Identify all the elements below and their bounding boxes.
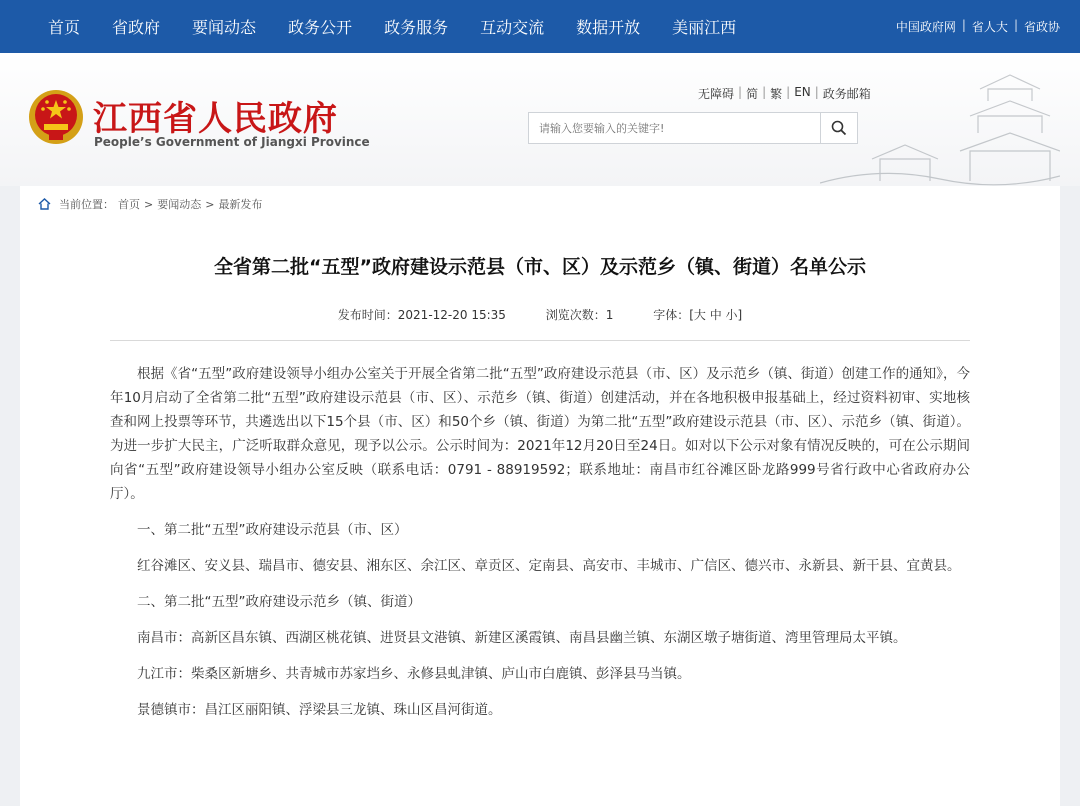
nav-item-home[interactable]: 首页 [48,18,81,37]
font-size-selector[interactable]: 字体：[大 中 小] [653,308,743,322]
breadcrumb-separator: > [144,197,154,211]
nav-item-beautiful-jiangxi[interactable]: 美丽江西 [672,18,737,37]
article-paragraph: 景德镇市：昌江区丽阳镇、浮梁县三龙镇、珠山区昌河街道。 [137,702,502,718]
link-gov-mail[interactable]: 政务邮箱 [822,87,871,101]
section-heading: 二、第二批“五型”政府建设示范乡（镇、街道） [137,594,421,610]
breadcrumb-home[interactable]: 首页 [118,198,140,211]
link-provincial-cppcc[interactable]: 省政协 [1023,20,1060,34]
separator: | [738,85,743,99]
top-nav [0,0,1080,53]
national-emblem-icon[interactable] [27,88,85,146]
nav-item-interaction[interactable]: 互动交流 [480,18,545,37]
article-body [110,362,970,734]
breadcrumb-separator: > [205,197,215,211]
nav-item-news[interactable]: 要闻动态 [192,18,257,37]
separator: | [762,85,767,99]
breadcrumb-label: 当前位置： [59,198,114,211]
section-heading: 一、第二批“五型”政府建设示范县（市、区） [137,522,408,538]
link-accessibility[interactable]: 无障碍 [698,87,735,101]
separator: | [814,85,819,99]
nav-items [36,15,748,38]
nav-item-provincial-gov[interactable]: 省政府 [112,18,161,37]
separator: | [1013,18,1018,32]
site-subtitle: People’s Government of Jiangxi Province [94,135,370,149]
breadcrumb-latest[interactable]: 最新发布 [218,198,263,211]
breadcrumb-news[interactable]: 要闻动态 [157,198,202,211]
site-header [0,53,1080,186]
link-simplified[interactable]: 简 [746,87,759,101]
divider [110,340,970,341]
separator: | [786,85,791,99]
link-english[interactable]: EN [794,85,811,99]
separator: | [961,18,966,32]
article-paragraph: 南昌市：高新区昌东镇、西湖区桃花镇、进贤县文港镇、新建区溪霞镇、南昌县幽兰镇、东湖区墩子塘街道、湾里管理局太平镇。 [137,630,907,646]
nav-item-gov-services[interactable]: 政务服务 [384,18,449,37]
article-paragraph: 红谷滩区、安义县、瑞昌市、德安县、湘东区、余江区、章贡区、定南县、高安市、丰城市、广信区、德兴市、永新县、新干县、宜黄县。 [137,558,961,574]
link-china-gov[interactable]: 中国政府网 [895,20,956,34]
nav-item-gov-affairs[interactable]: 政务公开 [288,18,353,37]
article-meta [20,306,1060,323]
content-card [20,186,1060,806]
home-icon [38,198,51,210]
pavilion-illustration-icon [820,71,1060,186]
link-traditional[interactable]: 繁 [770,87,783,101]
site-title[interactable]: 江西省人民政府 [93,99,338,139]
article-paragraph: 根据《省“五型”政府建设领导小组办公室关于开展全省第二批“五型”政府建设示范县（市、区）及示范乡（镇、街道）创建工作的通知》，今年10月启动了全省第二批“五型”政府建设示范县（市、区）、示范乡（镇、街道）创建活动，并在各地积极申报基础上，经过资料初审、实地核查和网上投票等环节，共遴选出以下15个县（市、区）和50个乡（镇、街道）为第二批“五型”政府建设示范县（市、区）、示范乡（镇、街道）。为进一步扩大民主，广泛听取群众意见，现予以公示。公示时间为：2021年12月20日至24日。如对以下公示对象有情况反映的，可在公示期间向省“五型”政府建设领导小组办公室反映（联系电话：0791 - 88919592；联系地址：南昌市红谷滩区卧龙路999号省行政中心省政府办公厅）。 [110,366,970,502]
breadcrumb [38,196,262,212]
view-count: 浏览次数：1 [545,308,614,322]
link-provincial-congress[interactable]: 省人大 [971,20,1008,34]
nav-item-open-data[interactable]: 数据开放 [576,18,641,37]
publish-time: 发布时间：2021-12-20 15:35 [337,308,506,322]
search-input[interactable] [529,113,820,143]
top-right-links [896,18,1060,35]
search-box [528,112,858,144]
article-title: 全省第二批“五型”政府建设示范县（市、区）及示范乡（镇、街道）名单公示 [214,256,866,278]
article-paragraph: 九江市：柴桑区新塘乡、共青城市苏家垱乡、永修县虬津镇、庐山市白鹿镇、彭泽县马当镇。 [137,666,691,682]
